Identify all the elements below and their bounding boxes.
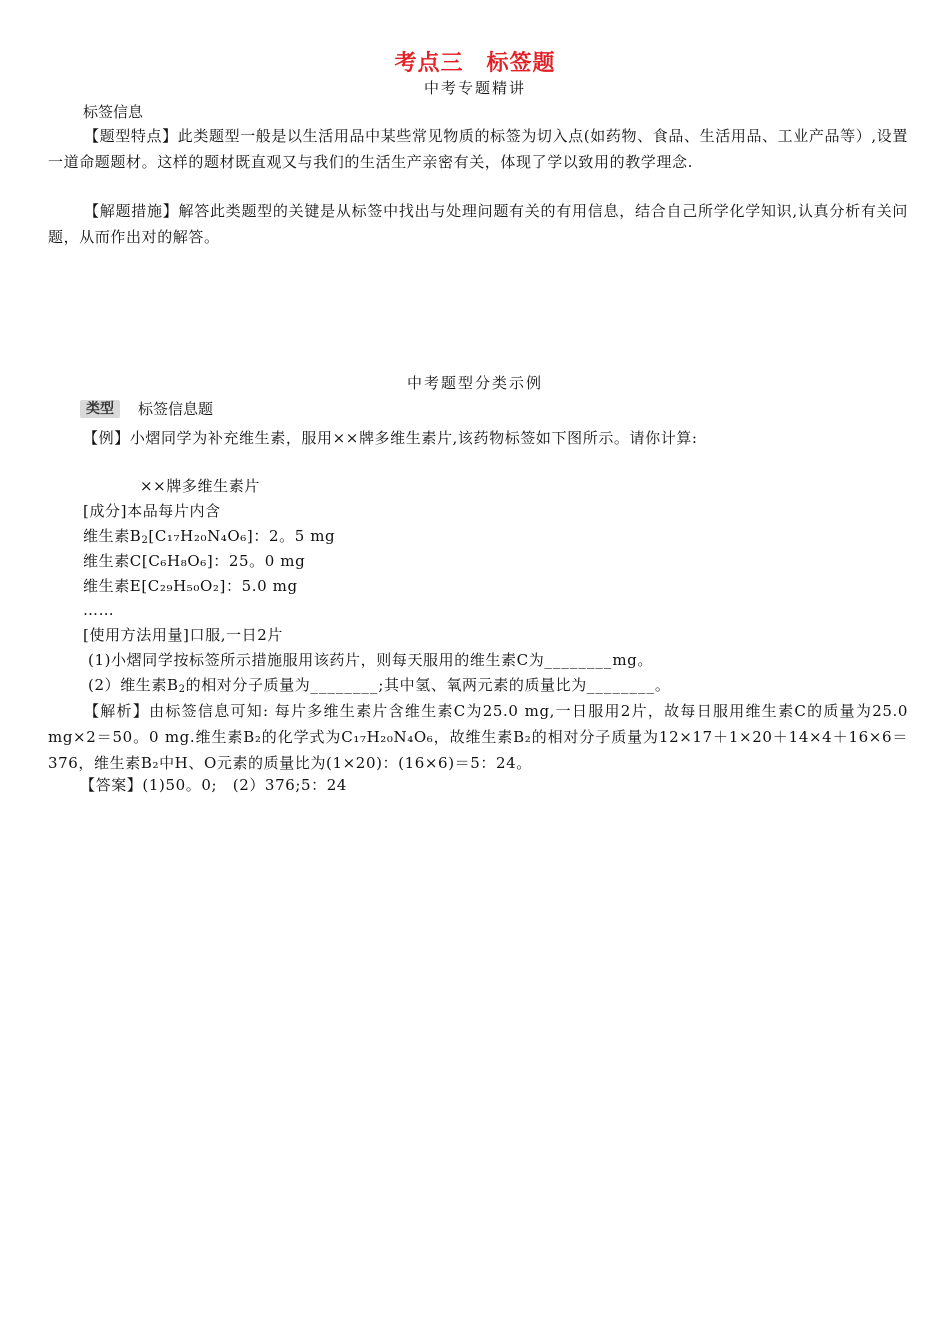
vitamin-e-name: 维生素E (83, 577, 142, 595)
ingredients-line: [成分]本品每片内含 (83, 502, 221, 520)
question-2 (88, 673, 918, 698)
section-subtitle: 中考专题精讲 (423, 79, 526, 97)
question-2-text: (2）维生素B (88, 676, 179, 694)
vitamin-c-formula: [C₆H₈O₆] (141, 552, 214, 570)
answer-line (80, 774, 347, 795)
product-name: ××牌多维生素片 (140, 477, 260, 495)
question-1 (88, 648, 918, 673)
vitamin-c-amount: ：25。0 mg (213, 552, 306, 570)
vitamin-e-amount: ：5.0 mg (226, 577, 298, 595)
section-label: 标签信息 (83, 103, 144, 121)
vitamin-c-name: 维生素C (83, 552, 142, 570)
vitamin-e-line (83, 574, 913, 599)
subscript: 2 (141, 535, 149, 546)
answer-blank: ________ (310, 676, 379, 694)
answer-text: (1)50。0; (2）376;5：24 (142, 776, 348, 794)
vitamin-b2-line (83, 524, 913, 549)
page-title: 考点三 标签题 (394, 50, 556, 76)
type-title: 标签信息题 (138, 400, 214, 418)
type-heading (80, 398, 213, 419)
answer-label: 【答案】 (80, 776, 143, 794)
usage-line: [使用方法用量]口服,一日2片 (83, 626, 284, 644)
vitamin-c-line (83, 549, 913, 574)
answer-blank: ________ (544, 651, 613, 669)
method-label: 【解题措施】 (84, 202, 179, 220)
vitamin-b2-amount: ：2。5 mg (253, 527, 336, 545)
question-2-text-mid2: ;其中氢、氧两元素的质量比为 (378, 676, 587, 694)
method-paragraph (48, 198, 908, 250)
vitamin-b2-formula: [C₁₇H₂₀N₄O₆] (148, 527, 254, 545)
analysis-paragraph (48, 698, 908, 776)
examples-subtitle: 中考题型分类示例 (406, 374, 543, 392)
example-text: 小熠同学为补充维生素，服用××牌多维生素片,该药物标签如下图所示。请你计算: (129, 429, 698, 447)
question-2-end: 。 (654, 676, 671, 694)
features-label: 【题型特点】 (84, 127, 178, 145)
features-text: 此类题型一般是以生活用品中某些常见物质的标签为切入点(如药物、食品、生活用品、工业产品等）,设置一道命题题材。这样的题材既直观又与我们的生活生产亲密有关，体现了学以致用的教学理念. (48, 127, 908, 171)
method-text: 解答此类题型的关键是从标签中找出与处理问题有关的有用信息，结合自己所学化学知识,认真分析有关问题，从而作出对的解答。 (48, 202, 908, 246)
vitamin-e-formula: [C₂₉H₅₀O₂] (141, 577, 226, 595)
question-2-text-mid: 的相对分子质量为 (185, 676, 311, 694)
ellipsis: …… (83, 601, 115, 619)
analysis-label: 【解析】 (84, 702, 150, 720)
type-badge: 类型 (80, 400, 120, 418)
question-1-text: (1)小熠同学按标签所示措施服用该药片，则每天服用的维生素C为 (88, 651, 545, 669)
subscript: 2 (178, 684, 186, 695)
example-label: 【例】 (83, 429, 130, 447)
answer-blank: ________ (586, 676, 655, 694)
analysis-text: 由标签信息可知: 每片多维生素片含维生素C为25.0 mg,一日服用2片，故每日服用维生素C的质量为25.0 mg×2＝50。0 mg.维生素B₂的化学式为C₁₇H₂₀N₄O₆，故维生素B₂的相对分子质量为12×17＋1×20＋14×4＋16×6＝376，维生素B₂中H、O元素的质量比为(1×20)：(16×6)＝5：24。 (48, 702, 908, 772)
question-1-unit: mg。 (612, 651, 653, 669)
features-paragraph (48, 123, 908, 175)
example-question (83, 426, 913, 451)
vitamin-b2-name: 维生素B (83, 527, 142, 545)
